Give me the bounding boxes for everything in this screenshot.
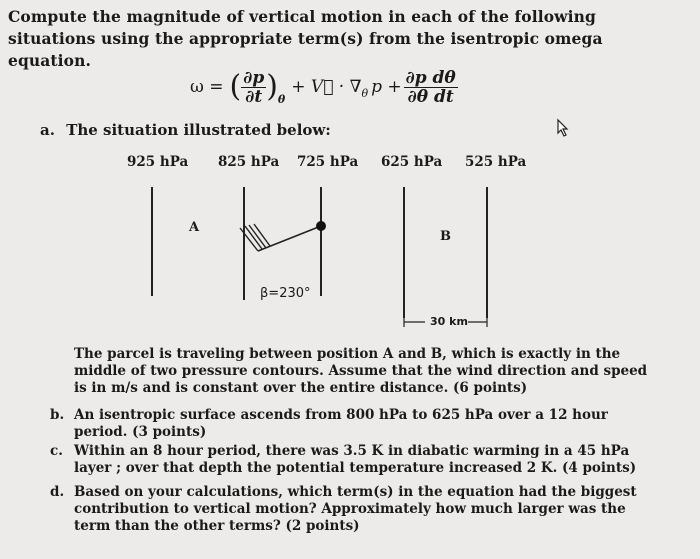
part-c-text: Within an 8 hour period, there was 3.5 K in diabatic warming in a 45 hPa layer ; over that depth the potential temperature increased 2 K. (4 points) [74, 443, 637, 476]
pressure-label: 725 hPa [297, 154, 359, 170]
equation-lhs: ω = [190, 77, 224, 97]
part-d-letter: d. [50, 484, 65, 500]
part-a-prompt: a. The situation illustrated below: [40, 121, 331, 139]
question-title: Compute the magnitude of vertical motion in each of the following situations using the appropriate term(s) from the isentropic omega equation. [8, 7, 603, 70]
part-c-letter: c. [50, 443, 63, 459]
pressure-label: 625 hPa [381, 154, 443, 170]
pressure-label: 925 hPa [127, 154, 189, 170]
scale-label: 30 km [430, 315, 468, 328]
part-b-text: An isentropic surface ascends from 800 hPa to 625 hPa over a 12 hour period. (3 points) [74, 407, 608, 440]
part-d-text: Based on your calculations, which term(s) in the equation had the biggest contribution to vertical motion? Approximately how much larger was the term than the other terms? (2 points) [74, 484, 637, 534]
term1-fraction: $\frac{\partial p}{\partial t}$ [243, 67, 265, 107]
point-b-label: B [440, 229, 451, 244]
point-a-label: A [189, 220, 200, 235]
advection-term: + V⃗ · ∇ [291, 77, 362, 97]
term3-fraction: $\frac{\text{∂p dθ}}{\text{∂θ dt}}$ [405, 67, 456, 107]
beta-angle-label: β=230° [260, 286, 311, 301]
part-b-letter: b. [50, 407, 65, 423]
omega-equation: ω = ( $\frac{\partial p}{\partial t}$ ) θ + V⃗ · ∇ θ p + $\frac{\text{∂p dθ}}{\text{∂θ dt}}$ [190, 67, 456, 107]
wind-barb [240, 221, 326, 251]
part-a-description: The parcel is traveling between position A and B, which is exactly in the middle of two pressure contours. Assume that the wind direction and speed is in m/s and is constant over the entire distance. (6 points) [74, 346, 648, 396]
station-dot [316, 221, 326, 231]
pressure-label: 525 hPa [465, 154, 527, 170]
pressure-label: 825 hPa [218, 154, 280, 170]
